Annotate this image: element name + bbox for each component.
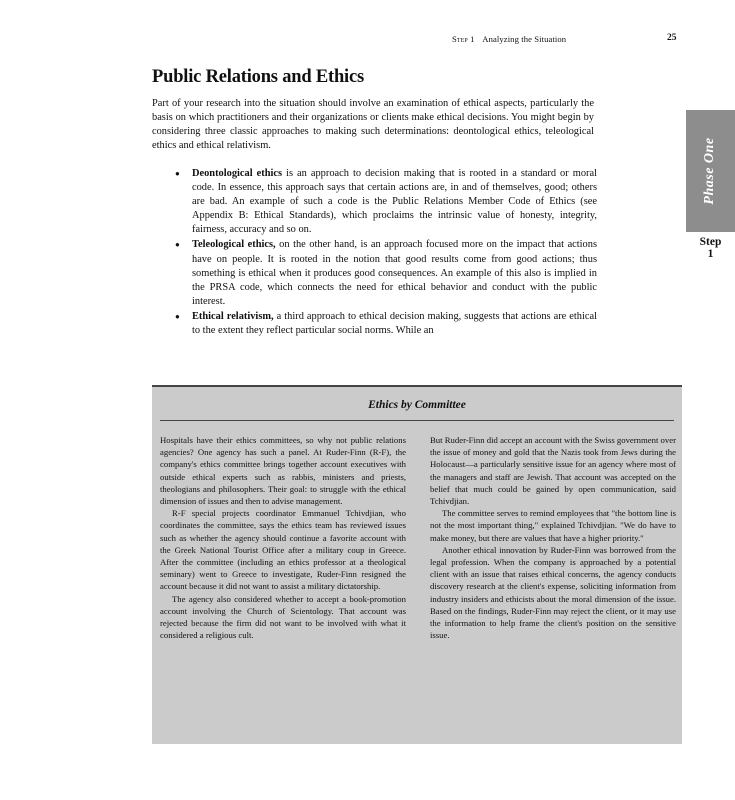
sidebar-box-left-column: [160, 434, 406, 641]
list-item-relativism: [174, 310, 597, 338]
column-paragraph: Another ethical innovation by Ruder-Finn was borrowed from the legal profession. When the company is approached by a potential client with an issue that raises ethical concerns, the agency conducts discovery research at the client's expense, soliciting information from industry insiders and ethicists about the moral dimension of the issue. Based on the findings, Ruder-Finn may reject the client, or it may use the information to help frame the client's position on the sensitive issue.: [430, 544, 676, 641]
column-paragraph: R-F special projects coordinator Emmanuel Tchivdjian, who coordinates the committee, says the ethics team has reviewed issues such as whether the agency should continue a favorite account with the Greek National Tourist Office after a military coup in Greece. After the committee (including an ethics professor at a theological seminary) went to Greece to investigate, Ruder-Finn resigned the account because it did not want to assist a military dictatorship.: [160, 508, 406, 592]
bullet-term: Teleological ethics,: [192, 239, 276, 251]
column-paragraph: But Ruder-Finn did accept an account with the Swiss government over the issue of money and gold that the Nazis took from Jews during the Holocaust—a particularly sensitive issue for an agency where most of the managers and staff are Jewish. That account was accepted on the belief that much could be gained by open communication, said Tchivdjian.: [430, 435, 676, 507]
list-item-deontological: [174, 167, 597, 237]
page-number: 25: [667, 33, 677, 43]
ethics-approaches-list: [174, 167, 597, 339]
bullet-text: on the other hand, is an approach focused more on the impact that actions have on people. It is rooted in the notion that good results come from good actions; thus something is ethical when it produces good consequences. An example of this also is implied in the PRSA code, which connects the need for ethical behavior and conduct with the public interest.: [192, 239, 597, 307]
bullet-term: Ethical relativism,: [192, 310, 274, 322]
page-title: Public Relations and Ethics: [152, 67, 365, 87]
running-header-section: Analyzing the Situation: [482, 34, 567, 44]
column-paragraph: Hospitals have their ethics committees, so why not public relations agencies? One agency has such a panel. At Ruder-Finn (R-F), the company's ethics committee brings together account executives with outside ethical experts such as rabbis, ministers and priests, theologians and philosophers. Their goal: to struggle with the ethical dimension of issues and then to advise management.: [160, 435, 406, 507]
sidebar-box: [152, 385, 682, 744]
bullet-term: Deontological ethics: [192, 168, 283, 179]
sidebar-box-divider: [160, 420, 674, 421]
sidebar-box-right-column: [430, 434, 676, 641]
sidebar-box-title: Ethics by Committee: [368, 399, 466, 411]
phase-side-tab: [686, 110, 735, 232]
step-word: Step: [699, 236, 722, 248]
step-marker: [686, 236, 735, 260]
phase-label: Phase One: [702, 137, 717, 205]
list-item-teleological: [174, 238, 597, 308]
bullet-text: is an approach to decision making that is rooted in a standard or moral code. In essence, this approach says that certain actions are, in and of themselves, good; others are bad. An example of such a code is the Public Relations Member Code of Ethics (see Appendix B: Ethical Standards), which proclaims the intrinsic value of honesty, integrity, fairness, accuracy and so on.: [192, 168, 597, 236]
column-paragraph: The committee serves to remind employees that "the bottom line is not the most important thing," explained Tchivdjian. "We do have to make money, but there are values that have a higher priority.": [430, 508, 676, 543]
running-header: [452, 34, 566, 44]
column-paragraph: The agency also considered whether to accept a book-promotion account involving the Church of Scientology. That account was rejected because the firm did not want to be involved with what it considered a religious cult.: [160, 593, 406, 641]
intro-paragraph: Part of your research into the situation should involve an examination of ethical aspects, particularly the basis on which practitioners and their organizations or clients make ethical decisions. You might begin by considering three classic approaches to making such determinations: deontological ethics, teleological ethics and ethical relativism.: [152, 98, 594, 152]
step-number: 1: [707, 248, 714, 260]
running-header-step: Step 1: [452, 34, 475, 44]
bullet-text: a third approach to ethical decision making, suggests that actions are ethical to the extent they reflect particular social norms. While an: [192, 310, 597, 337]
